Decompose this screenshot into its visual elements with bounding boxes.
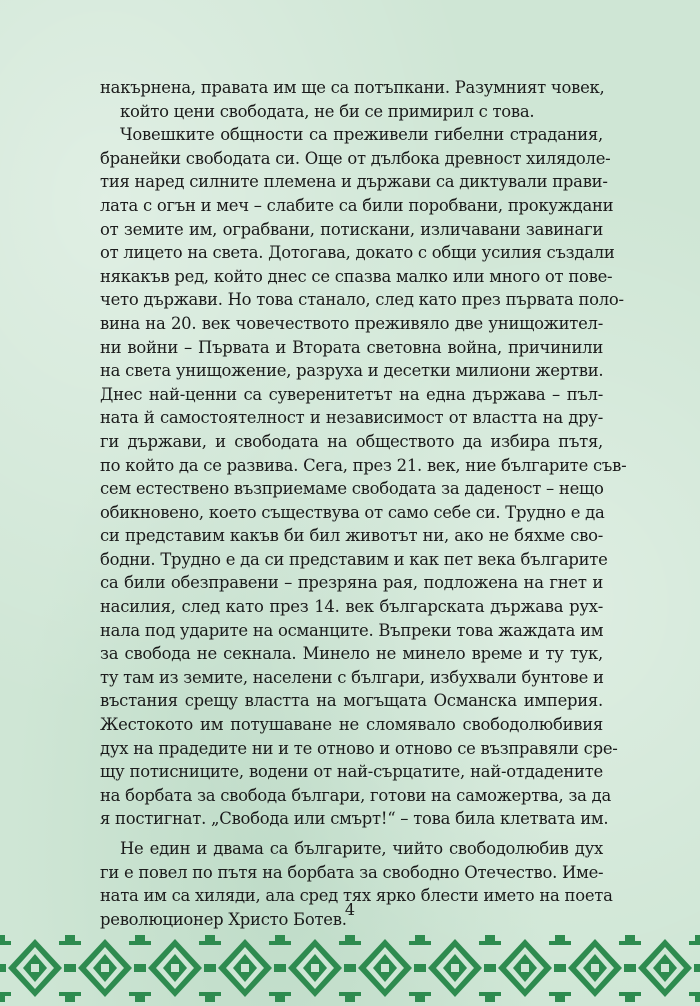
paragraph-1 [100, 76, 603, 123]
text-line: бодни. Трудно е да си представим и как пет века българите [100, 549, 608, 569]
text-line: Човешките общности са преживели гибелни страдания, [120, 125, 603, 145]
text-line: ги е повел по пътя на борбата за свободно Отечество. Име- [100, 862, 604, 882]
text-line: насилия, след като през 14. век българската държава рух- [100, 597, 603, 617]
paragraph-2 [100, 123, 627, 831]
text-line: от лицето на света. Дотогава, докато с общи усилия създали [100, 243, 615, 263]
text-line: чето държави. Но това станало, след като през първата поло- [100, 290, 624, 310]
text-line: щу потисниците, водени от най-сърцатите, най-отдадените [100, 762, 603, 782]
text-line: ната й самостоятелност и независимост от властта на дру- [100, 408, 603, 428]
text-line: тия наред силните племена и държави са диктували прави- [100, 172, 608, 192]
text-line: дух на прадедите ни и те отново и отново се възправяли сре- [100, 738, 618, 758]
text-line: ната им са хиляди, ала сред тях ярко блести името на поета [100, 886, 613, 906]
text-line: на света унищожение, разруха и десетки милиони жертви. [100, 361, 604, 381]
text-line: Днес най-ценни са суверенитетът на една държава – пъл- [100, 384, 603, 404]
text-line: са били обезправени – презряна рая, подложена на гнет и [100, 573, 603, 593]
text-line: ги държави, и свободата на обществото да избира пътя, [100, 431, 603, 451]
text-line: за свобода не секнала. Минело не минело време и ту тук, [100, 644, 603, 664]
text-line: по който да се развива. Сега, през 21. век, ние българите съв- [100, 455, 627, 475]
text-line: сем естествено възприемаме свободата за даденост – нещо [100, 479, 604, 499]
text-line: накърнена, правата им ще са потъпкани. Разумният човек, [100, 78, 605, 97]
text-line: Жестокото им потушаване не сломявало свободолюбивия [100, 715, 603, 735]
text-line: от земите им, ограбвани, потискани, изличавани завинаги [100, 219, 603, 239]
text-line: на борбата за свобода българи, готови на саможертва, за да [100, 785, 612, 805]
text-line: вина на 20. век човечеството преживяло две унищожител- [100, 313, 603, 333]
text-line: ни войни – Първата и Втората световна война, причинили [100, 337, 603, 357]
text-line: въстания срещу властта на могъщата Османска империя. [100, 691, 603, 711]
page-number: 4 [344, 900, 356, 919]
text-line: революционер Христо Ботев. [100, 909, 347, 929]
text-line: ту там из земите, населени с българи, избухвали бунтове и [100, 667, 604, 687]
text-line: Не един и двама са българите, чийто свободолюбив дух [120, 839, 603, 858]
text-line: обикновено, което съществува от само себе си. Трудно е да [100, 502, 605, 522]
text-line: който цени свободата, не би се примирил с това. [120, 101, 535, 121]
text-line: някакъв ред, който днес се спазва малко или много от пове- [100, 266, 613, 286]
page-body [100, 76, 627, 931]
text-line: лата с огън и меч – слабите са били поробвани, прокуждани [100, 195, 614, 215]
text-line: бранейки свободата си. Още от дълбока древност хилядоле- [100, 148, 611, 168]
text-line: я постигнат. „Свобода или смърт!“ – това била клетвата им. [100, 809, 609, 829]
text-line: си представим какъв би бил животът ни, ако не бяхме сво- [100, 526, 603, 546]
folk-embroidery-border-icon [0, 931, 700, 1006]
text-line: нала под ударите на османците. Въпреки това жаждата им [100, 620, 604, 640]
